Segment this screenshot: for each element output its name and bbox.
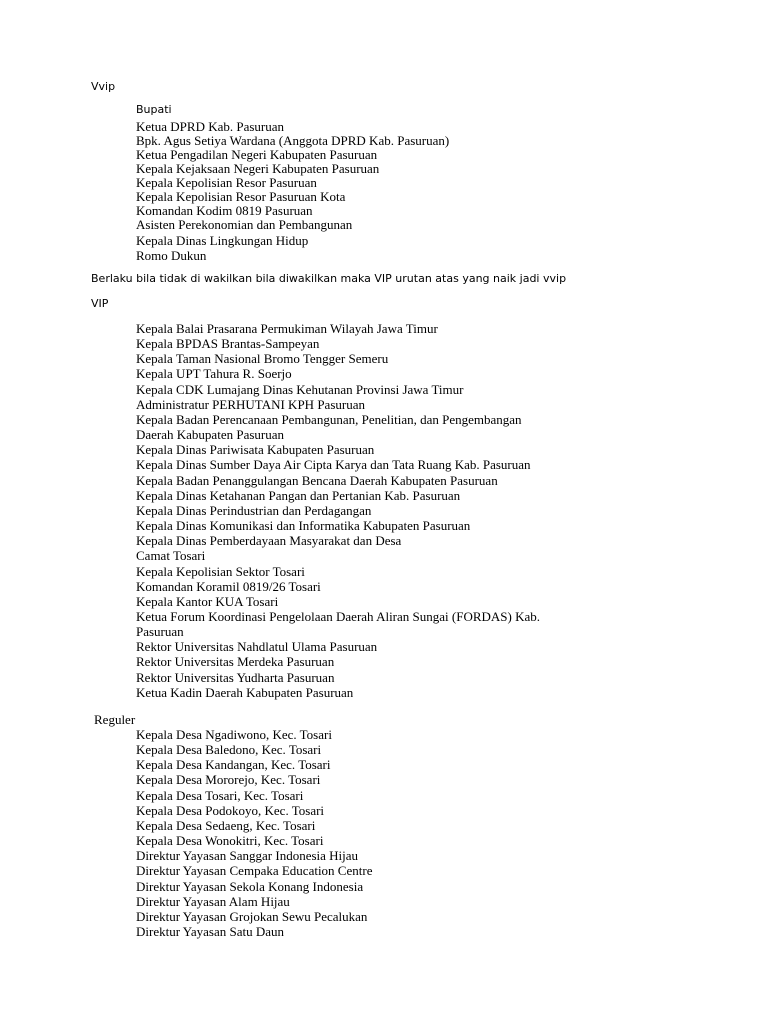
list-item-text: Komandan Kodim 0819 Pasuruan — [136, 203, 313, 219]
list-item-text: Camat Tosari — [136, 548, 206, 564]
list-item-text: Kepala CDK Lumajang Dinas Kehutanan Provinsi Jawa Timur — [136, 381, 464, 397]
list-item-text: Kepala Balai Prasarana Permukiman Wilayah Jawa Timur — [136, 321, 438, 336]
list-item-text: Pasuruan — [136, 624, 184, 640]
list-item-text: Direktur Yayasan Alam Hijau — [136, 893, 290, 909]
list-item-text: Asisten Perekonomian dan Pembangunan — [136, 217, 353, 233]
list-item-text: Kepala Badan Penanggulangan Bencana Daerah Kabupaten Pasuruan — [136, 472, 498, 488]
list-item-text: Rektor Universitas Merdeka Pasuruan — [136, 654, 335, 670]
list-item-text: Ketua Pengadilan Negeri Kabupaten Pasuruan — [136, 146, 378, 162]
list-item-text: Romo Dukun — [136, 248, 207, 264]
list-item-text: Kepala Kejaksaan Negeri Kabupaten Pasuruan — [136, 160, 380, 176]
list-item-text: Direktur Yayasan Grojokan Sewu Pecalukan — [136, 908, 368, 924]
note-text: Berlaku bila tidak di wakilkan bila diwakilkan maka VIP urutan atas yang naik jadi vvip — [91, 272, 567, 285]
list-item-text: Rektor Universitas Nahdlatul Ulama Pasuruan — [136, 639, 378, 655]
list-item-text: Bupati — [136, 103, 172, 116]
list-item-text: Kepala Kepolisian Sektor Tosari — [136, 563, 305, 579]
list-item-text: Kepala Kepolisian Resor Pasuruan Kota — [136, 188, 346, 204]
list-item-text: Direktur Yayasan Satu Daun — [136, 924, 285, 940]
list-item-text: Rektor Universitas Yudharta Pasuruan — [136, 669, 335, 685]
list-item-text: Kepala Dinas Pemberdayaan Masyarakat dan Desa — [136, 533, 402, 549]
list-item-text: Daerah Kabupaten Pasuruan — [136, 427, 284, 443]
list-item-text: Kepala Desa Tosari, Kec. Tosari — [136, 787, 304, 803]
list-item-text: Kepala Dinas Lingkungan Hidup — [136, 232, 309, 248]
list-item-text: Ketua Kadin Daerah Kabupaten Pasuruan — [136, 684, 354, 700]
list-item-text: Kepala Badan Perencanaan Pembangunan, Penelitian, dan Pengembangan — [136, 411, 522, 427]
list-item-text: Bpk. Agus Setiya Wardana (Anggota DPRD Kab. Pasuruan) — [136, 132, 450, 148]
list-item-text: Administratur PERHUTANI KPH Pasuruan — [136, 396, 365, 412]
reguler-heading: Reguler — [94, 712, 136, 727]
list-item-text: Kepala Desa Kandangan, Kec. Tosari — [136, 757, 331, 773]
list-item-text: Kepala BPDAS Brantas-Sampeyan — [136, 336, 320, 352]
list-item-text: Kepala Desa Ngadiwono, Kec. Tosari — [136, 727, 332, 742]
list-item-text: Kepala Dinas Komunikasi dan Informatika Kabupaten Pasuruan — [136, 518, 471, 534]
list-item-text: Kepala Taman Nasional Bromo Tengger Semeru — [136, 351, 389, 367]
list-item-text: Ketua DPRD Kab. Pasuruan — [136, 118, 285, 134]
list-item-text: Kepala Dinas Pariwisata Kabupaten Pasuruan — [136, 442, 375, 458]
list-item-text: Kepala UPT Tahura R. Soerjo — [136, 366, 292, 382]
list-item-text: Direktur Yayasan Cempaka Education Centre — [136, 863, 373, 879]
list-item-text: Kepala Dinas Ketahanan Pangan dan Pertanian Kab. Pasuruan — [136, 487, 461, 503]
list-item-text: Kepala Desa Baledono, Kec. Tosari — [136, 742, 322, 758]
list-item-text: Direktur Yayasan Sanggar Indonesia Hijau — [136, 848, 359, 864]
list-item-text: Kepala Dinas Sumber Daya Air Cipta Karya dan Tata Ruang Kab. Pasuruan — [136, 457, 531, 473]
list-item-text: Kepala Kantor KUA Tosari — [136, 593, 279, 609]
vvip-heading: Vvip — [91, 80, 116, 93]
vip-heading: VIP — [91, 297, 109, 310]
list-item-text: Kepala Desa Mororejo, Kec. Tosari — [136, 772, 321, 788]
list-item-text: Kepala Desa Wonokitri, Kec. Tosari — [136, 833, 324, 849]
list-item-text: Direktur Yayasan Sekola Konang Indonesia — [136, 878, 364, 894]
list-item-text: Kepala Dinas Perindustrian dan Perdagangan — [136, 502, 372, 518]
list-item-text: Kepala Desa Podokoyo, Kec. Tosari — [136, 802, 325, 818]
list-item-text: Kepala Desa Sedaeng, Kec. Tosari — [136, 817, 316, 833]
list-item-text: Kepala Kepolisian Resor Pasuruan — [136, 174, 317, 190]
list-item-text: Komandan Koramil 0819/26 Tosari — [136, 578, 321, 594]
list-item-text: Ketua Forum Koordinasi Pengelolaan Daerah Aliran Sungai (FORDAS) Kab. — [136, 608, 541, 624]
